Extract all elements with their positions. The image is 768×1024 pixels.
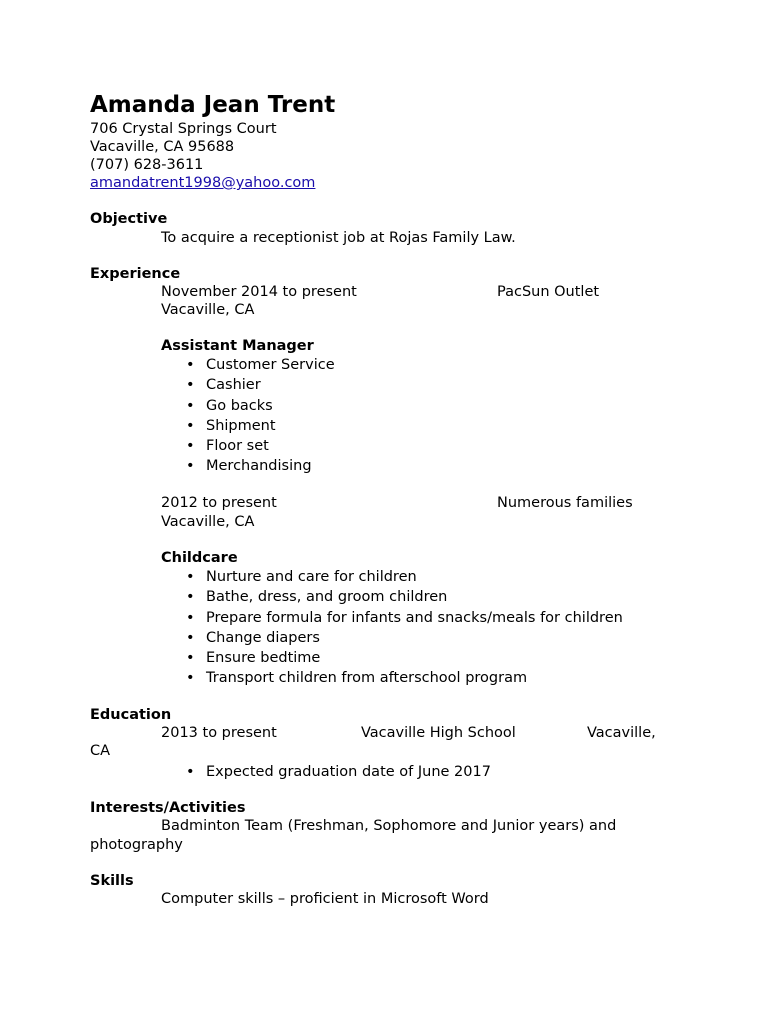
bullet-icon: • (186, 377, 195, 394)
education-heading: Education (90, 707, 172, 723)
education-dates: 2013 to present (161, 725, 277, 741)
education-city: Vacaville, (587, 725, 656, 741)
duty-text: Prepare formula for infants and snacks/meals for children (206, 609, 623, 626)
list-item (161, 396, 335, 416)
list-item (161, 608, 623, 628)
bullet-icon: • (186, 458, 195, 475)
education-school: Vacaville High School (361, 725, 516, 741)
list-item (161, 762, 491, 782)
list-item (161, 567, 623, 587)
duty-text: Merchandising (206, 458, 312, 475)
duty-text: Change diapers (206, 629, 320, 646)
bullet-icon: • (186, 650, 195, 667)
experience-heading: Experience (90, 266, 181, 282)
skills-text: Computer skills – proficient in Microsoft Word (161, 891, 489, 907)
bullet-icon: • (186, 397, 195, 414)
phone-number: (707) 628-3611 (90, 157, 204, 173)
skills-heading: Skills (90, 873, 134, 889)
job-duties-list (161, 355, 335, 477)
education-details-list (161, 762, 491, 782)
address-line-2: Vacaville, CA 95688 (90, 139, 235, 155)
bullet-icon: • (186, 609, 195, 626)
duty-text: Transport children from afterschool program (206, 670, 528, 687)
address-line-1: 706 Crystal Springs Court (90, 121, 277, 137)
bullet-icon: • (186, 629, 195, 646)
education-state: CA (90, 743, 111, 759)
duty-text: Customer Service (206, 357, 335, 373)
list-item (161, 587, 623, 607)
list-item (161, 668, 623, 688)
job-duties-list (161, 567, 623, 689)
duty-text: Nurture and care for children (206, 569, 417, 585)
applicant-name: Amanda Jean Trent (90, 92, 336, 118)
interests-line-1: Badminton Team (Freshman, Sophomore and Junior years) and (161, 818, 617, 834)
job-location: Vacaville, CA (161, 514, 255, 530)
bullet-icon: • (186, 589, 195, 606)
duty-text: Floor set (206, 438, 269, 455)
list-item (161, 456, 335, 476)
bullet-icon: • (186, 569, 195, 585)
interests-line-2: photography (90, 837, 183, 853)
job-dates: 2012 to present (161, 495, 277, 511)
duty-text: Ensure bedtime (206, 650, 321, 667)
job-employer: PacSun Outlet (497, 284, 600, 300)
list-item (161, 648, 623, 668)
bullet-icon: • (186, 764, 195, 780)
duty-text: Bathe, dress, and groom children (206, 589, 448, 606)
bullet-icon: • (186, 670, 195, 687)
list-item (161, 375, 335, 395)
duty-text: Shipment (206, 417, 276, 434)
job-title: Assistant Manager (161, 338, 314, 354)
job-title: Childcare (161, 550, 238, 566)
objective-heading: Objective (90, 211, 168, 227)
list-item (161, 628, 623, 648)
detail-text: Expected graduation date of June 2017 (206, 764, 491, 780)
objective-text: To acquire a receptionist job at Rojas Family Law. (161, 230, 516, 246)
list-item (161, 416, 335, 436)
bullet-icon: • (186, 438, 195, 455)
list-item (161, 436, 335, 456)
job-employer: Numerous families (497, 495, 633, 511)
email-link[interactable]: amandatrent1998@yahoo.com (90, 175, 316, 191)
interests-heading: Interests/Activities (90, 800, 246, 816)
job-dates: November 2014 to present (161, 284, 357, 300)
job-location: Vacaville, CA (161, 302, 255, 318)
duty-text: Cashier (206, 377, 261, 394)
bullet-icon: • (186, 357, 195, 373)
duty-text: Go backs (206, 397, 273, 414)
list-item (161, 355, 335, 375)
bullet-icon: • (186, 417, 195, 434)
